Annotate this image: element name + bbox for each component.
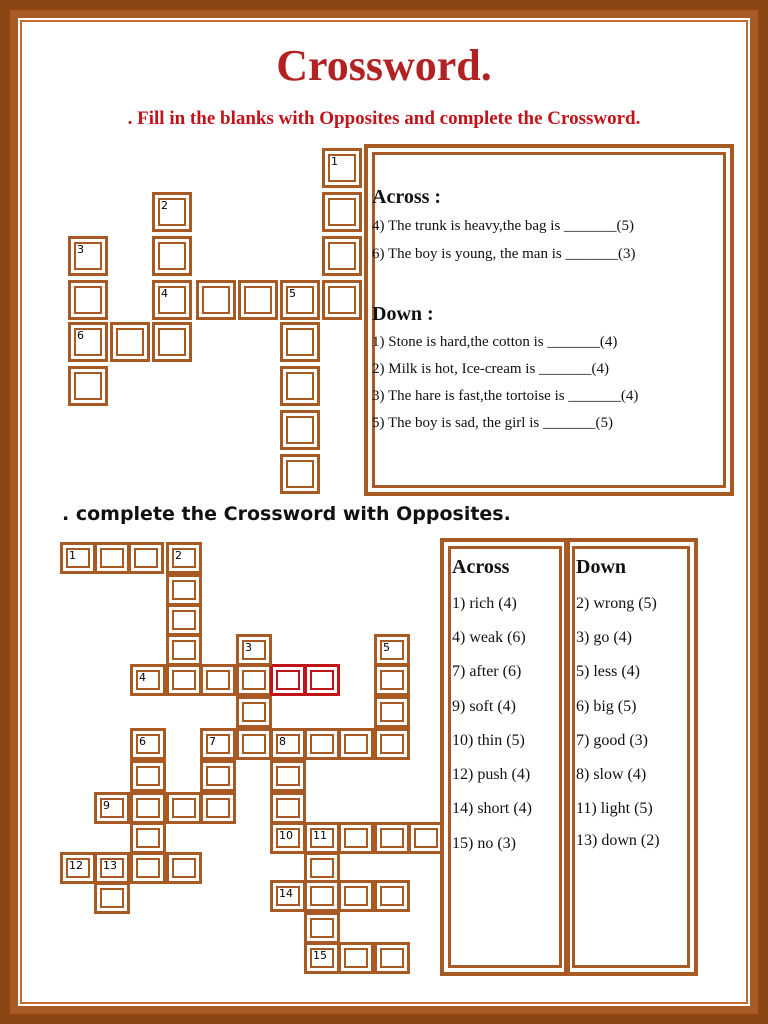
grid2-cell[interactable] (128, 542, 164, 574)
grid2-cell[interactable] (304, 728, 340, 760)
grid2-cell[interactable] (166, 574, 202, 606)
grid2-cell[interactable] (338, 822, 374, 854)
grid2-cell[interactable] (374, 664, 410, 696)
grid2-cell[interactable] (94, 542, 130, 574)
grid2-cell-highlight[interactable] (270, 664, 306, 696)
grid2-cell[interactable] (374, 880, 410, 912)
grid2-cell[interactable]: 9 (94, 792, 130, 824)
grid2-cell[interactable]: 15 (304, 942, 340, 974)
grid1-cell[interactable] (152, 236, 192, 276)
grid1-cell[interactable] (110, 322, 150, 362)
clue2-across: 14) short (4) (452, 800, 532, 817)
grid1-cell[interactable] (322, 192, 362, 232)
grid2-cell[interactable] (236, 664, 272, 696)
grid2-cell[interactable] (338, 942, 374, 974)
grid1-cell[interactable] (280, 322, 320, 362)
clue2-across: 9) soft (4) (452, 698, 516, 715)
grid2-cell[interactable] (130, 760, 166, 792)
clue2-across: 7) after (6) (452, 663, 522, 680)
grid2-cell[interactable]: 5 (374, 634, 410, 666)
clue2-down: 2) wrong (5) (576, 595, 657, 612)
grid1-cell[interactable] (68, 280, 108, 320)
clue2-across: 4) weak (6) (452, 629, 526, 646)
grid2-cell[interactable]: 10 (270, 822, 306, 854)
grid1-cell[interactable] (280, 454, 320, 494)
grid2-cell[interactable]: 1 (60, 542, 96, 574)
grid2-cell[interactable] (130, 792, 166, 824)
grid1-cell[interactable] (322, 280, 362, 320)
grid2-cell[interactable]: 8 (270, 728, 306, 760)
clue2-down: 7) good (3) (576, 732, 648, 749)
grid2-cell[interactable]: 12 (60, 852, 96, 884)
grid2-cell[interactable]: 6 (130, 728, 166, 760)
grid2-cell[interactable] (166, 664, 202, 696)
clue2-down: 5) less (4) (576, 663, 640, 680)
grid2-cell-highlight[interactable] (304, 664, 340, 696)
grid1-cell[interactable]: 3 (68, 236, 108, 276)
clue2-down: 11) light (5) (576, 800, 653, 817)
down-heading-1: Down : (372, 303, 434, 325)
clue2-down: 3) go (4) (576, 629, 632, 646)
grid2-cell[interactable] (338, 880, 374, 912)
grid2-cell[interactable]: 7 (200, 728, 236, 760)
grid2-cell[interactable]: 2 (166, 542, 202, 574)
grid2-cell[interactable]: 14 (270, 880, 306, 912)
grid2-cell[interactable]: 13 (94, 852, 130, 884)
grid2-cell[interactable] (94, 882, 130, 914)
clue2-across: 12) push (4) (452, 766, 531, 783)
grid2-cell[interactable] (200, 664, 236, 696)
clue2-across: 15) no (3) (452, 835, 516, 852)
clue2-down: 13) down (2) (576, 832, 660, 849)
clue2-across: 1) rich (4) (452, 595, 517, 612)
grid2-cell[interactable] (166, 852, 202, 884)
down-heading-2: Down (576, 556, 627, 578)
grid2-cell[interactable] (166, 634, 202, 666)
grid2-cell[interactable] (374, 728, 410, 760)
grid2-cell[interactable] (130, 852, 166, 884)
grid2-cell[interactable] (200, 760, 236, 792)
grid1-cell[interactable]: 1 (322, 148, 362, 188)
grid2-cell[interactable]: 4 (130, 664, 166, 696)
instruction-1: . Fill in the blanks with Opposites and complete the Crossword. (127, 108, 641, 129)
grid2-cell[interactable] (338, 728, 374, 760)
grid1-cell[interactable] (238, 280, 278, 320)
grid2-cell[interactable] (166, 604, 202, 636)
grid1-cell[interactable]: 5 (280, 280, 320, 320)
grid1-cell[interactable] (196, 280, 236, 320)
grid2-cell[interactable] (270, 792, 306, 824)
grid2-cell[interactable] (130, 822, 166, 854)
grid2-cell[interactable] (236, 696, 272, 728)
grid1-cell[interactable] (280, 366, 320, 406)
grid1-cell[interactable]: 2 (152, 192, 192, 232)
grid1-cell[interactable] (152, 322, 192, 362)
grid1-cell[interactable]: 6 (68, 322, 108, 362)
instruction-2: . complete the Crossword with Opposites. (62, 503, 511, 525)
grid2-cell[interactable] (408, 822, 444, 854)
grid2-cell[interactable] (236, 728, 272, 760)
clue2-down: 6) big (5) (576, 698, 637, 715)
grid1-cell[interactable] (322, 236, 362, 276)
clue2-across: 10) thin (5) (452, 732, 525, 749)
grid2-cell[interactable] (374, 942, 410, 974)
grid2-cell[interactable] (304, 912, 340, 944)
clue-down-2: 2) Milk is hot, Ice-cream is _______(4) (372, 361, 610, 377)
clue-across-4: 4) The trunk is heavy,the bag is _______(5) (372, 218, 635, 234)
grid2-cell[interactable] (304, 880, 340, 912)
across-heading-1: Across : (372, 186, 442, 208)
grid2-cell[interactable] (374, 822, 410, 854)
clue-down-3: 3) The hare is fast,the tortoise is _______(4) (372, 388, 639, 404)
grid2-cell[interactable] (166, 792, 202, 824)
page-title: Crossword. (276, 41, 492, 90)
clue2-down: 8) slow (4) (576, 766, 647, 783)
clue-down-1: 1) Stone is hard,the cotton is _______(4) (372, 334, 618, 350)
grid1-cell[interactable] (68, 366, 108, 406)
grid2-cell[interactable] (270, 760, 306, 792)
clue-down-5: 5) The boy is sad, the girl is _______(5) (372, 415, 613, 431)
grid2-cell[interactable] (374, 696, 410, 728)
clue-across-6: 6) The boy is young, the man is _______(3) (372, 246, 636, 262)
grid1-cell[interactable]: 4 (152, 280, 192, 320)
grid2-cell[interactable] (200, 792, 236, 824)
grid2-cell[interactable]: 3 (236, 634, 272, 666)
grid2-cell[interactable]: 11 (304, 822, 340, 854)
grid1-cell[interactable] (280, 410, 320, 450)
across-heading-2: Across (452, 556, 510, 578)
